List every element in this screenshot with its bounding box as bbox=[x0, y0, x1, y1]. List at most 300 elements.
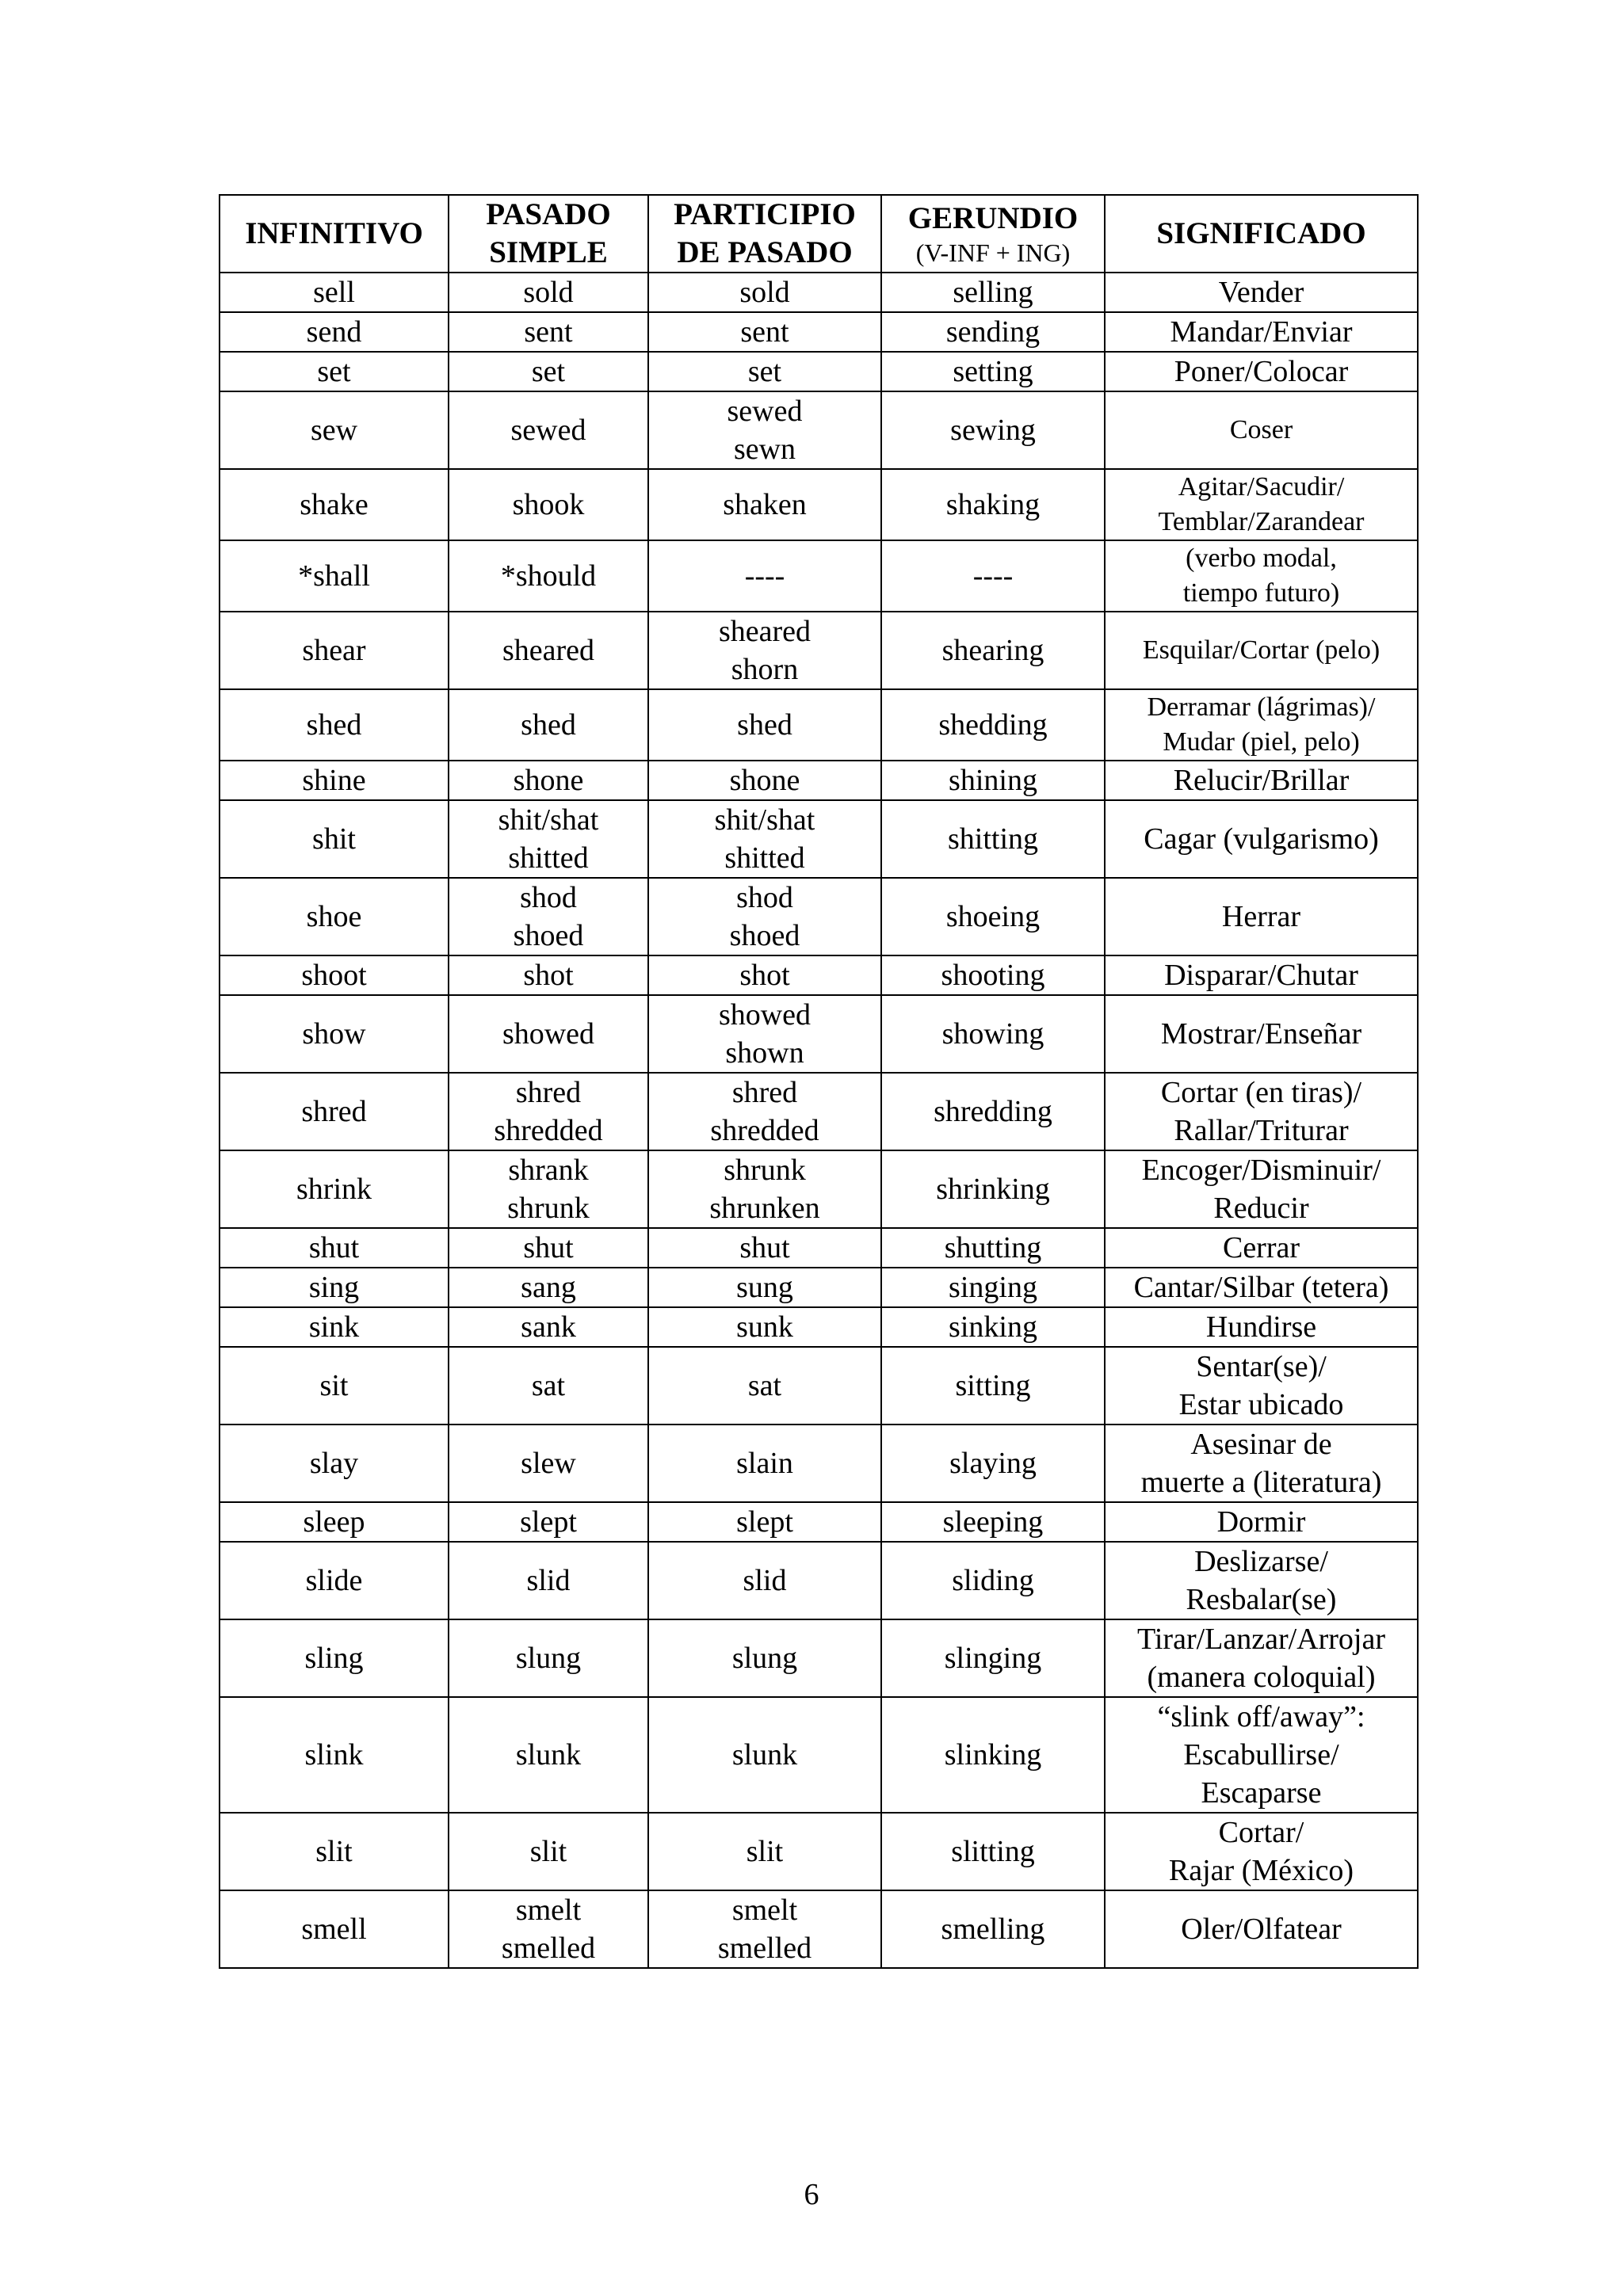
cell-text: Vender bbox=[1218, 276, 1304, 309]
cell-text: sending bbox=[945, 315, 1041, 349]
cell-text: slept bbox=[736, 1505, 793, 1539]
cell-gerundio bbox=[881, 878, 1105, 955]
cell-pasado-simple bbox=[449, 312, 648, 352]
table-row bbox=[220, 352, 1418, 391]
cell-significado bbox=[1105, 469, 1418, 540]
header-significado bbox=[1105, 195, 1418, 273]
cell-text: shed bbox=[521, 708, 576, 742]
header-infinitivo bbox=[220, 195, 449, 273]
table-row bbox=[220, 800, 1418, 878]
cell-text: sewed bbox=[510, 414, 586, 447]
table-row bbox=[220, 391, 1418, 469]
cell-text: shaken bbox=[723, 488, 807, 521]
cell-text: shod bbox=[520, 881, 577, 914]
cell-pasado-simple bbox=[449, 540, 648, 612]
cell-text: sat bbox=[531, 1369, 566, 1402]
cell-text: sent bbox=[740, 315, 789, 349]
cell-text: smelt bbox=[731, 1894, 798, 1927]
cell-participio bbox=[648, 1268, 881, 1307]
cell-text: shrunk bbox=[724, 1154, 806, 1187]
cell-text: set bbox=[531, 355, 566, 388]
table-row bbox=[220, 878, 1418, 955]
cell-participio bbox=[648, 1307, 881, 1347]
table-row bbox=[220, 1150, 1418, 1228]
cell-gerundio bbox=[881, 612, 1105, 689]
table-row bbox=[220, 1347, 1418, 1425]
cell-infinitivo bbox=[220, 689, 449, 761]
cell-text: shoed bbox=[513, 919, 584, 952]
cell-significado bbox=[1105, 689, 1418, 761]
cell-pasado-simple bbox=[449, 273, 648, 312]
cell-pasado-simple bbox=[449, 995, 648, 1073]
cell-gerundio bbox=[881, 273, 1105, 312]
cell-pasado-simple bbox=[449, 1228, 648, 1268]
cell-text: slept bbox=[520, 1505, 577, 1539]
cell-significado bbox=[1105, 1890, 1418, 1968]
cell-text: Cerrar bbox=[1222, 1231, 1300, 1264]
cell-text: Estar ubicado bbox=[1178, 1388, 1344, 1421]
cell-text: shredded bbox=[494, 1114, 603, 1147]
table-row bbox=[220, 1619, 1418, 1697]
cell-significado bbox=[1105, 878, 1418, 955]
cell-significado bbox=[1105, 761, 1418, 800]
cell-pasado-simple bbox=[449, 391, 648, 469]
table-row bbox=[220, 689, 1418, 761]
cell-significado bbox=[1105, 1268, 1418, 1307]
cell-infinitivo bbox=[220, 1542, 449, 1619]
cell-significado bbox=[1105, 312, 1418, 352]
cell-text: Asesinar de bbox=[1190, 1428, 1332, 1461]
cell-text: shedding bbox=[938, 708, 1048, 742]
cell-text: showed bbox=[502, 1017, 595, 1051]
cell-text: shitted bbox=[724, 841, 805, 875]
cell-text: singing bbox=[949, 1271, 1037, 1304]
cell-gerundio bbox=[881, 1307, 1105, 1347]
cell-text: Herrar bbox=[1221, 900, 1301, 933]
cell-text: shine bbox=[302, 764, 366, 797]
header-pasado-simple bbox=[449, 195, 648, 273]
cell-participio bbox=[648, 1813, 881, 1890]
cell-text: sink bbox=[308, 1310, 360, 1344]
cell-text: shed bbox=[737, 708, 792, 742]
cell-text: Escaparse bbox=[1201, 1776, 1322, 1810]
cell-text: slay bbox=[309, 1447, 359, 1480]
cell-text: Cagar (vulgarismo) bbox=[1144, 822, 1379, 856]
cell-pasado-simple bbox=[449, 612, 648, 689]
cell-pasado-simple bbox=[449, 1542, 648, 1619]
cell-text: shorn bbox=[731, 653, 799, 686]
cell-gerundio bbox=[881, 800, 1105, 878]
cell-text: shredding bbox=[934, 1095, 1052, 1128]
cell-infinitivo bbox=[220, 878, 449, 955]
table-row bbox=[220, 612, 1418, 689]
cell-gerundio bbox=[881, 689, 1105, 761]
header-line: SIGNIFICADO bbox=[1156, 216, 1366, 250]
cell-text: Temblar/Zarandear bbox=[1158, 507, 1365, 536]
cell-text: sunk bbox=[736, 1310, 793, 1344]
cell-infinitivo bbox=[220, 273, 449, 312]
cell-text: sold bbox=[739, 276, 790, 309]
cell-text: Rallar/Triturar bbox=[1174, 1114, 1349, 1147]
table-body bbox=[220, 273, 1418, 1968]
cell-pasado-simple bbox=[449, 352, 648, 391]
cell-participio bbox=[648, 391, 881, 469]
cell-text: shown bbox=[725, 1036, 804, 1070]
cell-infinitivo bbox=[220, 1307, 449, 1347]
cell-text: slid bbox=[743, 1564, 787, 1597]
page-number: 6 bbox=[804, 2178, 819, 2211]
cell-significado bbox=[1105, 1228, 1418, 1268]
table-row bbox=[220, 1228, 1418, 1268]
cell-text: shrunk bbox=[507, 1192, 590, 1225]
cell-text: shoeing bbox=[945, 900, 1041, 933]
cell-text: shed bbox=[306, 708, 362, 742]
cell-gerundio bbox=[881, 1347, 1105, 1425]
cell-text: sat bbox=[747, 1369, 782, 1402]
cell-text: (verbo modal, bbox=[1186, 543, 1337, 573]
cell-significado bbox=[1105, 1542, 1418, 1619]
cell-text: show bbox=[302, 1017, 366, 1051]
cell-significado bbox=[1105, 1307, 1418, 1347]
cell-text: shearing bbox=[941, 634, 1044, 667]
cell-pasado-simple bbox=[449, 1307, 648, 1347]
cell-text: shitting bbox=[947, 822, 1039, 856]
cell-text: sewing bbox=[950, 414, 1036, 447]
cell-text: sleep bbox=[303, 1505, 365, 1539]
cell-text: shred bbox=[301, 1095, 367, 1128]
cell-text: sling bbox=[304, 1642, 364, 1675]
cell-participio bbox=[648, 995, 881, 1073]
cell-text: Rajar (México) bbox=[1168, 1854, 1354, 1887]
cell-infinitivo bbox=[220, 352, 449, 391]
cell-significado bbox=[1105, 1813, 1418, 1890]
table-row bbox=[220, 1268, 1418, 1307]
cell-significado bbox=[1105, 352, 1418, 391]
cell-gerundio bbox=[881, 1228, 1105, 1268]
cell-text: smell bbox=[301, 1913, 367, 1946]
cell-text: “slink off/away”: bbox=[1157, 1700, 1365, 1733]
cell-infinitivo bbox=[220, 540, 449, 612]
cell-text: sitting bbox=[955, 1369, 1031, 1402]
cell-text: shrunken bbox=[709, 1192, 820, 1225]
cell-pasado-simple bbox=[449, 955, 648, 995]
cell-gerundio bbox=[881, 469, 1105, 540]
cell-gerundio bbox=[881, 391, 1105, 469]
cell-infinitivo bbox=[220, 1228, 449, 1268]
cell-text: shut bbox=[308, 1231, 360, 1264]
cell-infinitivo bbox=[220, 955, 449, 995]
cell-participio bbox=[648, 878, 881, 955]
cell-text: Disparar/Chutar bbox=[1164, 959, 1358, 992]
cell-gerundio bbox=[881, 1425, 1105, 1502]
cell-participio bbox=[648, 1890, 881, 1968]
cell-text: shrinking bbox=[936, 1173, 1050, 1206]
cell-text: sent bbox=[524, 315, 573, 349]
cell-gerundio bbox=[881, 1502, 1105, 1542]
cell-gerundio bbox=[881, 955, 1105, 995]
cell-text: tiempo futuro) bbox=[1182, 578, 1340, 608]
cell-text: shaking bbox=[945, 488, 1041, 521]
cell-significado bbox=[1105, 1697, 1418, 1813]
cell-pasado-simple bbox=[449, 1619, 648, 1697]
cell-text: Mandar/Enviar bbox=[1170, 315, 1353, 349]
cell-text: shit/shat bbox=[498, 803, 599, 837]
cell-text: sewed bbox=[727, 395, 803, 428]
table-row bbox=[220, 1697, 1418, 1813]
header-row bbox=[220, 195, 1418, 273]
cell-text: slit bbox=[315, 1835, 353, 1868]
cell-text: shutting bbox=[944, 1231, 1042, 1264]
cell-text: Hundirse bbox=[1205, 1310, 1317, 1344]
cell-text: Agitar/Sacudir/ bbox=[1178, 472, 1345, 502]
cell-text: sung bbox=[736, 1271, 793, 1304]
cell-text: sang bbox=[521, 1271, 576, 1304]
cell-text: ---- bbox=[972, 559, 1014, 593]
cell-text: shone bbox=[729, 764, 800, 797]
cell-text: Derramar (lágrimas)/ bbox=[1147, 692, 1376, 722]
cell-text: slide bbox=[305, 1564, 363, 1597]
cell-text: (manera coloquial) bbox=[1147, 1661, 1376, 1694]
cell-text: slit bbox=[746, 1835, 784, 1868]
cell-gerundio bbox=[881, 1813, 1105, 1890]
cell-gerundio bbox=[881, 352, 1105, 391]
cell-text: Poner/Colocar bbox=[1174, 355, 1349, 388]
cell-text: Oler/Olfatear bbox=[1181, 1913, 1342, 1946]
cell-text: Cantar/Silbar (tetera) bbox=[1133, 1271, 1389, 1304]
cell-text: sold bbox=[523, 276, 574, 309]
cell-participio bbox=[648, 1697, 881, 1813]
cell-gerundio bbox=[881, 995, 1105, 1073]
cell-infinitivo bbox=[220, 761, 449, 800]
cell-text: slung bbox=[515, 1642, 582, 1675]
cell-participio bbox=[648, 1542, 881, 1619]
cell-gerundio bbox=[881, 1542, 1105, 1619]
table-row bbox=[220, 955, 1418, 995]
cell-text: muerte a (literatura) bbox=[1140, 1466, 1382, 1499]
cell-pasado-simple bbox=[449, 1073, 648, 1150]
cell-gerundio bbox=[881, 761, 1105, 800]
table-row bbox=[220, 1890, 1418, 1968]
cell-significado bbox=[1105, 1347, 1418, 1425]
table-row bbox=[220, 1307, 1418, 1347]
cell-text: shod bbox=[736, 881, 793, 914]
cell-text: ---- bbox=[744, 559, 785, 593]
cell-significado bbox=[1105, 955, 1418, 995]
cell-text: slung bbox=[731, 1642, 798, 1675]
cell-text: shoot bbox=[301, 959, 367, 992]
cell-text: sew bbox=[310, 414, 358, 447]
table-row bbox=[220, 1542, 1418, 1619]
cell-infinitivo bbox=[220, 1890, 449, 1968]
cell-participio bbox=[648, 273, 881, 312]
cell-text: shear bbox=[302, 634, 366, 667]
cell-pasado-simple bbox=[449, 1425, 648, 1502]
cell-text: sit bbox=[319, 1369, 349, 1402]
cell-infinitivo bbox=[220, 312, 449, 352]
cell-text: shred bbox=[731, 1076, 798, 1109]
cell-text: slinging bbox=[944, 1642, 1042, 1675]
cell-text: Sentar(se)/ bbox=[1196, 1350, 1327, 1383]
cell-significado bbox=[1105, 1502, 1418, 1542]
cell-text: Reducir bbox=[1213, 1192, 1309, 1225]
cell-text: Cortar/ bbox=[1218, 1816, 1304, 1849]
cell-infinitivo bbox=[220, 469, 449, 540]
cell-text: sleeping bbox=[942, 1505, 1044, 1539]
header-line: INFINITIVO bbox=[245, 216, 423, 250]
cell-text: slid bbox=[526, 1564, 571, 1597]
cell-text: smelt bbox=[515, 1894, 582, 1927]
cell-text: smelling bbox=[941, 1913, 1045, 1946]
cell-participio bbox=[648, 1150, 881, 1228]
cell-infinitivo bbox=[220, 391, 449, 469]
cell-significado bbox=[1105, 1619, 1418, 1697]
cell-participio bbox=[648, 1619, 881, 1697]
cell-text: slaying bbox=[949, 1447, 1037, 1480]
cell-gerundio bbox=[881, 1150, 1105, 1228]
cell-pasado-simple bbox=[449, 469, 648, 540]
cell-text: shrank bbox=[508, 1154, 589, 1187]
cell-text: sinking bbox=[949, 1310, 1037, 1344]
cell-text: shake bbox=[300, 488, 369, 521]
cell-pasado-simple bbox=[449, 1502, 648, 1542]
cell-text: sell bbox=[313, 276, 355, 309]
cell-text: slew bbox=[521, 1447, 576, 1480]
cell-significado bbox=[1105, 1425, 1418, 1502]
cell-text: Cortar (en tiras)/ bbox=[1160, 1076, 1362, 1109]
cell-text: sewn bbox=[733, 433, 796, 466]
cell-text: smelled bbox=[501, 1932, 596, 1965]
cell-significado bbox=[1105, 800, 1418, 878]
cell-infinitivo bbox=[220, 1425, 449, 1502]
cell-pasado-simple bbox=[449, 1697, 648, 1813]
cell-text: send bbox=[306, 315, 362, 349]
cell-infinitivo bbox=[220, 1347, 449, 1425]
cell-text: Relucir/Brillar bbox=[1173, 764, 1350, 797]
cell-text: selling bbox=[953, 276, 1033, 309]
cell-text: slunk bbox=[731, 1738, 798, 1772]
cell-text: Deslizarse/ bbox=[1194, 1545, 1328, 1578]
cell-text: Esquilar/Cortar (pelo) bbox=[1142, 635, 1381, 665]
cell-infinitivo bbox=[220, 1502, 449, 1542]
cell-text: shred bbox=[515, 1076, 582, 1109]
cell-text: Coser bbox=[1229, 415, 1293, 444]
cell-pasado-simple bbox=[449, 878, 648, 955]
cell-infinitivo bbox=[220, 1268, 449, 1307]
cell-text: set bbox=[317, 355, 351, 388]
cell-text: slit bbox=[529, 1835, 567, 1868]
table-row bbox=[220, 761, 1418, 800]
header-gerundio bbox=[881, 195, 1105, 273]
cell-pasado-simple bbox=[449, 800, 648, 878]
cell-text: Mostrar/Enseñar bbox=[1160, 1017, 1362, 1051]
cell-pasado-simple bbox=[449, 761, 648, 800]
cell-significado bbox=[1105, 540, 1418, 612]
cell-text: shitted bbox=[508, 841, 589, 875]
cell-text: slunk bbox=[515, 1738, 582, 1772]
table-row bbox=[220, 995, 1418, 1073]
cell-gerundio bbox=[881, 1619, 1105, 1697]
cell-participio bbox=[648, 800, 881, 878]
table-row bbox=[220, 1425, 1418, 1502]
header-subline: (V-INF + ING) bbox=[915, 238, 1071, 267]
cell-text: Escabullirse/ bbox=[1183, 1738, 1339, 1772]
cell-significado bbox=[1105, 1150, 1418, 1228]
cell-participio bbox=[648, 1347, 881, 1425]
table-row bbox=[220, 312, 1418, 352]
cell-pasado-simple bbox=[449, 1813, 648, 1890]
cell-significado bbox=[1105, 612, 1418, 689]
table-row bbox=[220, 469, 1418, 540]
cell-text: Tirar/Lanzar/Arrojar bbox=[1136, 1623, 1386, 1656]
header-line: GERUNDIO bbox=[907, 201, 1079, 235]
cell-participio bbox=[648, 689, 881, 761]
cell-participio bbox=[648, 612, 881, 689]
table-row bbox=[220, 1073, 1418, 1150]
cell-text: slinking bbox=[944, 1738, 1042, 1772]
cell-gerundio bbox=[881, 1697, 1105, 1813]
table-row bbox=[220, 1813, 1418, 1890]
cell-text: shut bbox=[523, 1231, 574, 1264]
header-line: PARTICIPIO bbox=[674, 197, 856, 231]
cell-text: shit bbox=[312, 822, 356, 856]
header-line: SIMPLE bbox=[489, 235, 608, 269]
cell-text: shooting bbox=[941, 959, 1045, 992]
header-line: DE PASADO bbox=[677, 235, 853, 269]
cell-text: shone bbox=[513, 764, 584, 797]
table-row bbox=[220, 273, 1418, 312]
cell-text: *shall bbox=[298, 559, 370, 593]
cell-text: shook bbox=[512, 488, 585, 521]
cell-text: shot bbox=[739, 959, 790, 992]
header-participio bbox=[648, 195, 881, 273]
cell-participio bbox=[648, 955, 881, 995]
cell-pasado-simple bbox=[449, 1150, 648, 1228]
cell-gerundio bbox=[881, 1268, 1105, 1307]
cell-text: slitting bbox=[951, 1835, 1035, 1868]
cell-text: shoed bbox=[729, 919, 800, 952]
cell-text: sank bbox=[521, 1310, 576, 1344]
cell-text: shot bbox=[523, 959, 574, 992]
cell-text: setting bbox=[953, 355, 1033, 388]
cell-text: shining bbox=[949, 764, 1037, 797]
cell-infinitivo bbox=[220, 612, 449, 689]
cell-text: showing bbox=[941, 1017, 1044, 1051]
cell-participio bbox=[648, 1425, 881, 1502]
cell-pasado-simple bbox=[449, 1347, 648, 1425]
cell-text: slink bbox=[304, 1738, 364, 1772]
cell-text: smelled bbox=[717, 1932, 812, 1965]
cell-text: shoe bbox=[306, 900, 362, 933]
cell-participio bbox=[648, 540, 881, 612]
cell-text: sheared bbox=[502, 634, 595, 667]
cell-text: sheared bbox=[718, 615, 812, 648]
cell-text: shut bbox=[739, 1231, 790, 1264]
cell-infinitivo bbox=[220, 800, 449, 878]
cell-infinitivo bbox=[220, 1813, 449, 1890]
cell-text: shit/shat bbox=[714, 803, 815, 837]
cell-text: Dormir bbox=[1216, 1505, 1306, 1539]
cell-pasado-simple bbox=[449, 1268, 648, 1307]
cell-text: Resbalar(se) bbox=[1186, 1583, 1337, 1616]
cell-infinitivo bbox=[220, 1619, 449, 1697]
cell-text: shredded bbox=[710, 1114, 819, 1147]
cell-participio bbox=[648, 352, 881, 391]
cell-participio bbox=[648, 1228, 881, 1268]
cell-text: sing bbox=[308, 1271, 360, 1304]
cell-participio bbox=[648, 1502, 881, 1542]
cell-significado bbox=[1105, 273, 1418, 312]
cell-text: shrink bbox=[296, 1173, 372, 1206]
